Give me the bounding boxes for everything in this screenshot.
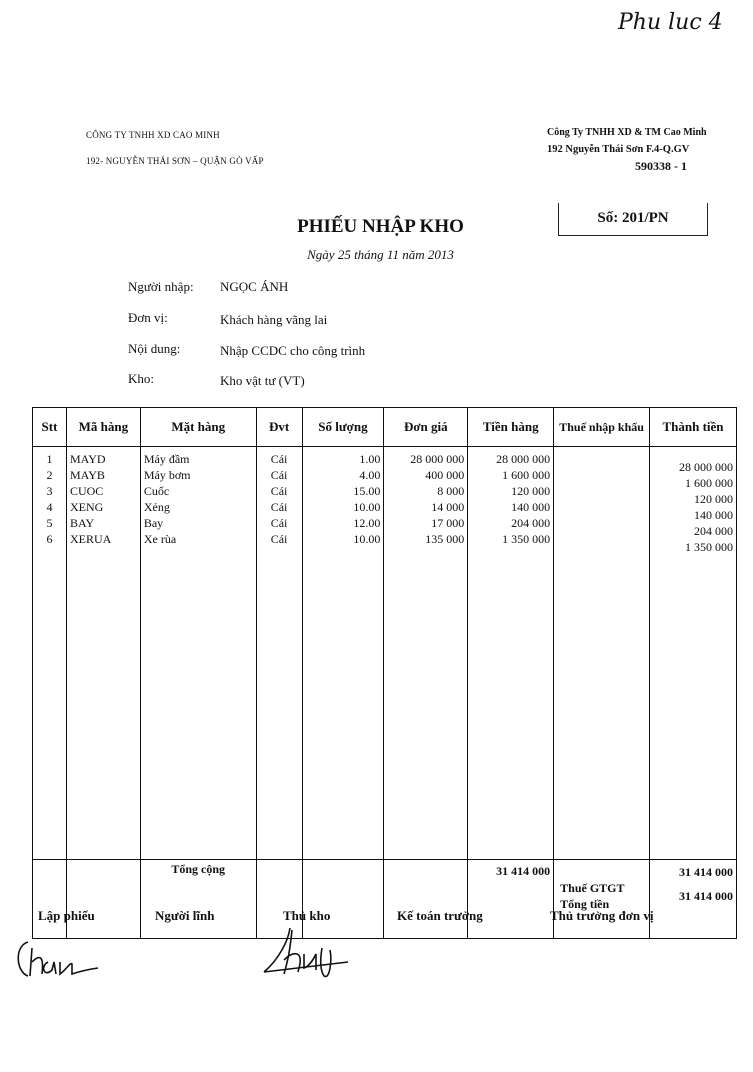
cell-price: 14 000 (431, 500, 465, 514)
cell-amount: 120 000 (511, 484, 551, 498)
page-title: PHIẾU NHẬP KHO (297, 216, 464, 237)
signature-label-preparer: Lập phiếu (38, 908, 95, 923)
col-code (66, 447, 140, 860)
cell-quantity: 1.00 (359, 452, 381, 466)
cell-code: MAYD (69, 452, 106, 466)
cell-amount: 140 000 (511, 500, 551, 514)
company-address: 192- NGUYỄN THÁI SƠN – QUẬN GÒ VẤP (86, 156, 264, 166)
col-total (650, 447, 737, 860)
cell-quantity: 12.00 (353, 516, 381, 530)
header-code: Mã hàng (66, 408, 140, 447)
vat-label: Thuế GTGT (560, 881, 625, 895)
cell-quantity: 4.00 (359, 468, 381, 482)
header-quantity: Số lượng (302, 408, 384, 447)
table-body-row (33, 447, 737, 860)
cell-unit: Cái (270, 516, 288, 530)
totals-values (650, 860, 737, 939)
field-label-receiver: Người nhập: (128, 279, 194, 294)
cell-stt: 3 (46, 484, 53, 498)
field-value-warehouse: Kho vật tư (VT) (220, 373, 305, 388)
table-header-row (33, 408, 737, 447)
header-item: Mặt hàng (140, 408, 256, 447)
cell-item: Cuốc (143, 484, 170, 498)
stamp-line-3: 590338 - 1 (635, 159, 687, 173)
cell-code: BAY (69, 516, 95, 530)
field-value-receiver: NGỌC ÁNH (220, 279, 289, 294)
cell-unit: Cái (270, 468, 288, 482)
col-price (384, 447, 468, 860)
subtotal-value: 31 414 000 (679, 865, 733, 879)
cell-total: 204 000 (694, 524, 733, 538)
field-value-unit: Khách hàng vãng lai (220, 312, 328, 327)
cell-item: Xe rùa (143, 532, 177, 546)
cell-total: 1 600 000 (685, 476, 733, 490)
cell-code: XENG (69, 500, 104, 514)
col-stt (33, 447, 67, 860)
signature-label-storekeeper: Thủ kho (283, 908, 331, 923)
header-total: Thành tiền (650, 408, 737, 447)
col-item (140, 447, 256, 860)
cell-stt: 1 (46, 452, 53, 466)
cell-price: 8 000 (437, 484, 465, 498)
signature-label-accountant: Kế toán trưởng (397, 908, 483, 923)
cell-amount: 1 600 000 (502, 468, 551, 482)
company-name: CÔNG TY TNHH XD CAO MINH (86, 130, 220, 140)
header-unit: Đvt (256, 408, 302, 447)
cell-price: 28 000 000 (410, 452, 465, 466)
cell-item: Máy bơm (143, 468, 191, 482)
cell-amount: 28 000 000 (496, 452, 551, 466)
cell-amount: 204 000 (511, 516, 551, 530)
header-amount: Tiền hàng (468, 408, 554, 447)
stamp-line-2: 192 Nguyễn Thái Sơn F.4-Q.GV (547, 144, 690, 155)
cell-price: 400 000 (425, 468, 465, 482)
col-import-tax (554, 447, 650, 860)
preparer-signature (10, 928, 110, 988)
cell-code: XERUA (69, 532, 112, 546)
total-amount: 31 414 000 (468, 860, 554, 939)
cell-unit: Cái (270, 452, 288, 466)
cell-code: CUOC (69, 484, 104, 498)
cell-total: 120 000 (694, 492, 733, 506)
field-label-warehouse: Kho: (128, 371, 154, 386)
cell-stt: 2 (46, 468, 53, 482)
cell-unit: Cái (270, 532, 288, 546)
document-date: Ngày 25 tháng 11 năm 2013 (307, 247, 454, 262)
cell-import-tax (557, 451, 646, 467)
cell-total: 1 350 000 (685, 540, 733, 554)
cell-code: MAYB (69, 468, 105, 482)
cell-quantity: 10.00 (353, 500, 381, 514)
cell-quantity: 15.00 (353, 484, 381, 498)
header-price: Đơn giá (384, 408, 468, 447)
table-footer-row (33, 860, 737, 939)
items-table (32, 407, 737, 939)
cell-stt: 6 (46, 532, 53, 546)
cell-unit: Cái (270, 484, 288, 498)
cell-total: 28 000 000 (679, 460, 733, 474)
cell-stt: 5 (46, 516, 53, 530)
col-unit (256, 447, 302, 860)
stamp-line-1: Công Ty TNHH XD & TM Cao Minh (547, 127, 707, 138)
cell-total: 140 000 (694, 508, 733, 522)
company-stamp (547, 124, 717, 192)
tax-labels (554, 860, 650, 939)
cell-price: 17 000 (431, 516, 465, 530)
cell-item: Máy đầm (143, 452, 190, 466)
field-label-unit: Đơn vị: (128, 310, 168, 325)
grand-total-value: 31 414 000 (679, 889, 733, 903)
cell-quantity: 10.00 (353, 532, 381, 546)
col-quantity (302, 447, 384, 860)
cell-stt: 4 (46, 500, 53, 514)
field-value-content: Nhập CCDC cho công trình (220, 343, 366, 358)
signature-label-director: Thủ trưởng đơn vị (550, 908, 654, 923)
handwritten-annotation: Phu luc 4 (618, 10, 723, 35)
cell-unit: Cái (270, 500, 288, 514)
cell-amount: 1 350 000 (502, 532, 551, 546)
cell-item: Xẻng (143, 500, 170, 514)
signature-label-recipient: Người lĩnh (155, 908, 215, 923)
storekeeper-signature (258, 920, 368, 985)
grand-total-label: Tổng tiền (560, 897, 610, 911)
total-label: Tổng cộng (140, 860, 256, 939)
document-number: Số: 201/PN (558, 203, 708, 236)
cell-price: 135 000 (425, 532, 465, 546)
header-import-tax: Thuế nhập khẩu (554, 408, 650, 447)
cell-item: Bay (143, 516, 164, 530)
field-label-content: Nội dung: (128, 341, 181, 356)
header-stt: Stt (33, 408, 67, 447)
col-amount (468, 447, 554, 860)
